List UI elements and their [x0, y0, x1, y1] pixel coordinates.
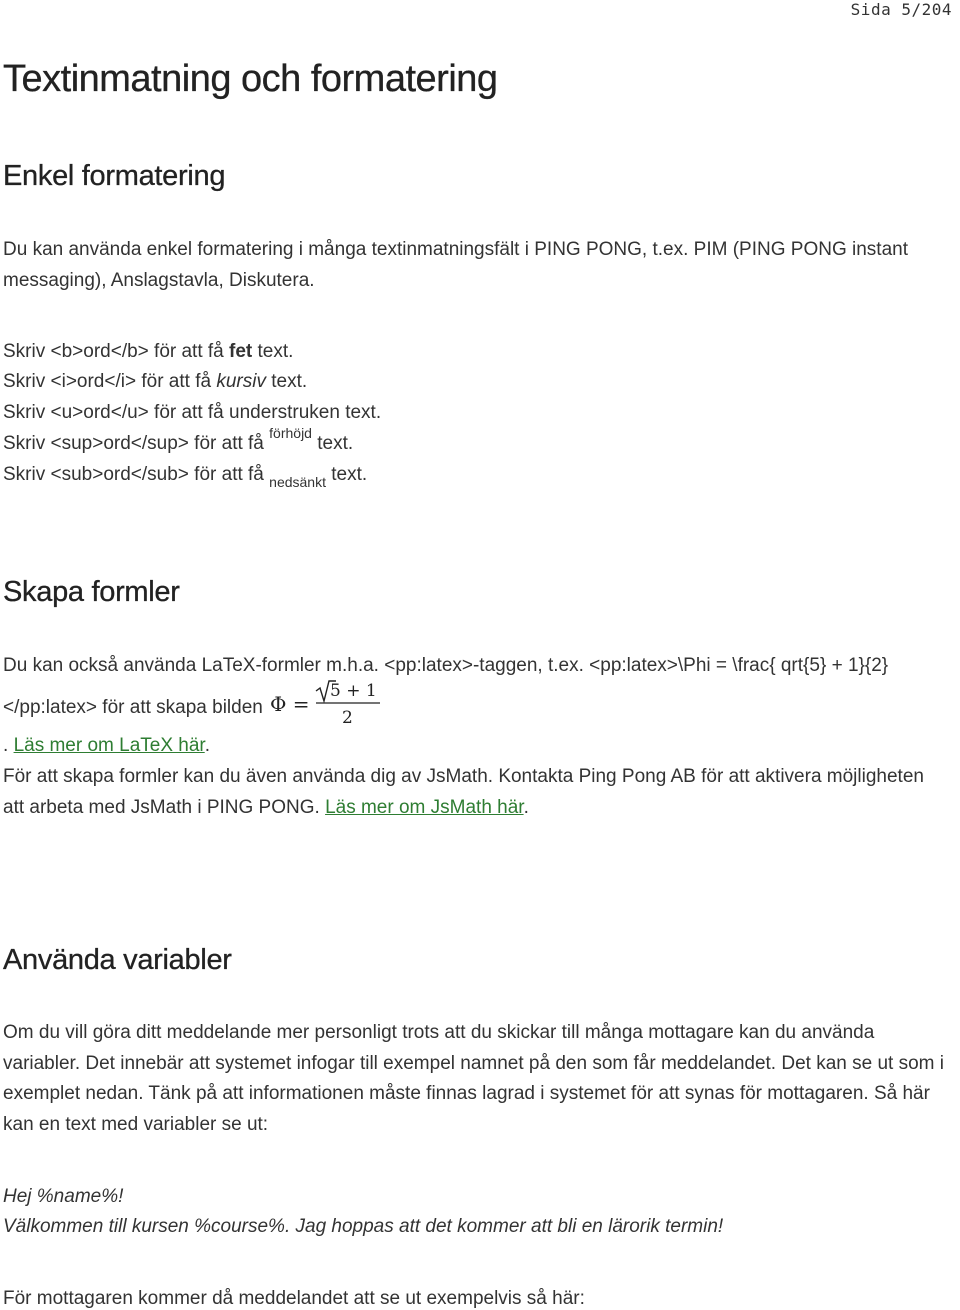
rule-sub-suffix: text. — [325, 464, 368, 485]
latex-description: Du kan också använda LaTeX-formler m.h.a. <pp:latex>-taggen, t.ex. <pp:latex>\Phi = \frac{ qrt{5} + 1}{2}</pp:latex> för att skapa bilden — [3, 655, 889, 718]
rule-bold-example: fet — [229, 341, 253, 362]
rule-underline-prefix: Skriv <u>ord</u> för att få — [3, 402, 230, 423]
rule-bold-prefix: Skriv <b>ord</b> för att få — [3, 341, 230, 362]
jsmath-link[interactable]: Läs mer om JsMath här — [325, 796, 524, 818]
latex-link-end: . — [204, 735, 210, 756]
rule-sup-example: förhöjd — [269, 425, 312, 441]
intro-paragraph: Du kan använda enkel formatering i många textinmatningsfält i PING PONG, t.ex. PIM (PING PONG instant messaging), Anslagstavla, Diskutera. — [3, 239, 908, 291]
formula-denominator: 2 — [342, 707, 353, 728]
latex-paragraph — [3, 651, 918, 734]
rule-italic-prefix: Skriv <i>ord</i> för att få — [3, 371, 217, 392]
formula-lhs: Φ = — [270, 691, 310, 716]
formula-numerator: 5 + 1 — [330, 680, 377, 701]
closing-line: För mottagaren kommer då meddelandet att se ut exempelvis så här: — [3, 1288, 585, 1309]
rule-sup — [3, 425, 354, 455]
rule-sup-suffix: text. — [311, 433, 354, 454]
page-title: Textinmatning och formatering — [3, 58, 498, 100]
heading-skapa-formler: Skapa formler — [3, 576, 180, 608]
rule-underline-example: understruken — [229, 402, 340, 423]
rule-italic-example: kursiv — [216, 371, 266, 392]
jsmath-link-end: . — [523, 796, 529, 818]
rule-sub-prefix: Skriv <sub>ord</sub> för att få — [3, 464, 270, 485]
heading-anvanda-variabler: Använda variabler — [3, 944, 232, 976]
latex-period: . — [3, 735, 14, 756]
rule-sup-prefix: Skriv <sup>ord</sup> för att få — [3, 433, 270, 454]
latex-link-line — [3, 735, 210, 757]
example-line-2: Välkommen till kursen %course%. Jag hoppas att det kommer att bli en lärorik termin! — [3, 1216, 724, 1237]
rule-italic — [3, 371, 307, 393]
latex-link[interactable]: Läs mer om LaTeX här — [13, 735, 205, 756]
rule-underline-suffix: text. — [339, 402, 382, 423]
rule-sub — [3, 464, 368, 490]
jsmath-description: För att skapa formler kan du även använda dig av JsMath. Kontakta Ping Pong AB för att aktivera möjligheten att arbeta med JsMath i PING PONG. — [3, 766, 924, 818]
rule-bold — [3, 341, 293, 363]
variables-paragraph: Om du vill göra ditt meddelande mer personligt trots att du skickar till många mottagare kan du använda variabler. Det innebär att systemet infogar till exempel namnet på den som får meddelandet. Det kan se ut som i exemplet nedan. Tänk på att informationen måste finnas lagrad i systemet för att synas för mottagaren. Så här kan en text med variabler se ut: — [3, 1022, 944, 1135]
formula-image — [270, 679, 382, 731]
example-line-1: Hej %name%! — [3, 1186, 124, 1207]
jsmath-paragraph — [3, 762, 948, 823]
rule-italic-suffix: text. — [265, 371, 308, 392]
heading-enkel-formatering: Enkel formatering — [3, 160, 226, 192]
rule-bold-suffix: text. — [252, 341, 294, 362]
page-number: Sida 5/204 — [850, 0, 952, 19]
rule-sub-example: nedsänkt — [269, 474, 326, 490]
rule-underline — [3, 402, 381, 424]
